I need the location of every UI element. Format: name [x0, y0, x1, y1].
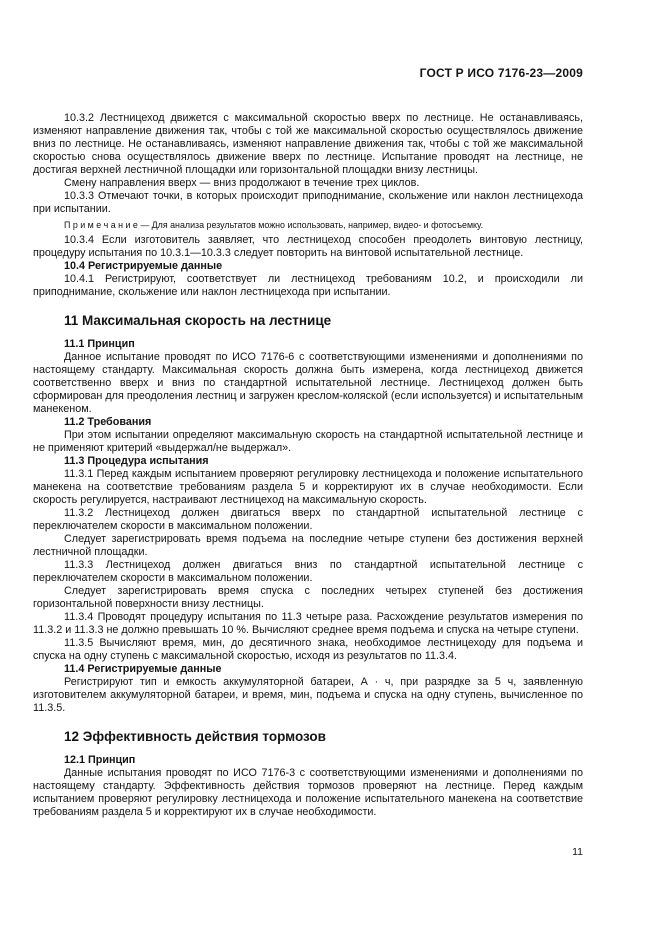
paragraph: Следует зарегистрировать время спуска с последних четырех ступеней без достижения горизонтальной поверхности внизу лестницы.: [33, 585, 583, 610]
paragraph: 10.3.2 Лестницеход движется с максимальной скоростью вверх по лестнице. Не останавливаясь, изменяют направление движения так, чтобы с той же максимальной скоростью осуществлялось движение вниз по лестнице. Не останавливаясь, изменяют направление движения так, чтобы с той же максимальной скоростью снова осуществлялось движение вверх по лестнице. Испытание проводят на лестнице, не достигая верхней лестничной площадки или горизонтальной площадки внизу лестницы.: [33, 112, 583, 176]
note: П р и м е ч а н и е — Для анализа результатов можно использовать, например, видео- и фотосъемку.: [64, 220, 484, 230]
subsection-heading: 11.3 Процедура испытания: [64, 455, 209, 467]
subsection-heading: 11.1 Принцип: [64, 338, 135, 350]
subsection-heading: 10.4 Регистрируемые данные: [64, 260, 223, 272]
subsection-heading: 12.1 Принцип: [64, 754, 136, 766]
subsection-heading: 11.2 Требования: [64, 416, 152, 428]
paragraph: 11.3.3 Лестницеход должен двигаться вниз по стандартной испытательной лестнице с переключателем скорости в максимальном положении.: [33, 559, 583, 584]
paragraph: 11.3.4 Проводят процедуру испытания по 11.3 четыре раза. Расхождение результатов измерения по 11.3.2 и 11.3.3 не должно превышать 10 %. Вычисляют среднее время подъема и спуска на четыре ступени.: [33, 611, 583, 636]
subsection-heading: 11.4 Регистрируемые данные: [64, 663, 222, 675]
running-head-standard-designation: ГОСТ Р ИСО 7176-23—2009: [419, 66, 583, 80]
paragraph: Следует зарегистрировать время подъема на последние четыре ступени без достижения верхней лестничной площадки.: [33, 533, 583, 558]
paragraph: 10.3.4 Если изготовитель заявляет, что лестницеход способен преодолеть винтовую лестницу, процедуру испытания по 10.3.1—10.3.3 следует повторить на винтовой испытательной лестнице.: [33, 234, 583, 259]
paragraph: 10.3.3 Отмечают точки, в которых происходит приподнимание, скольжение или наклон лестницехода при испытании.: [33, 190, 583, 215]
paragraph: Данное испытание проводят по ИСО 7176-6 с соответствующими изменениями и дополнениями по настоящему стандарту. Максимальная скорость должна быть измерена, когда лестницеход движется соответственно вверх и вниз по стандартной испытательной лестнице. Лестницеход должен быть сформирован для преодоления лестниц и загружен креслом-коляской (если используется) и испытательным манекеном.: [33, 351, 583, 415]
document-body: [33, 112, 583, 819]
paragraph: Регистрируют тип и емкость аккумуляторной батареи, А · ч, при разрядке за 5 ч, заявленную изготовителем аккумуляторной батареи, и время, мин, подъема и спуска на одну ступень, вычисленное по 11.3.5.: [33, 676, 583, 714]
page-number: 11: [572, 846, 583, 858]
paragraph: Смену направления вверх — вниз продолжают в течение трех циклов.: [64, 177, 420, 189]
paragraph: Данные испытания проводят по ИСО 7176-3 с соответствующими изменениями и дополнениями по настоящему стандарту. Эффективность действия тормозов проверяют на лестнице. Перед каждым испытанием проверяют регулировку лестницехода и положение испытательного манекена на соответствие требованиям раздела 5 и корректируют их в случае необходимости.: [33, 767, 583, 818]
paragraph: 11.3.2 Лестницеход должен двигаться вверх по стандартной испытательной лестнице с переключателем скорости в максимальном положении.: [33, 507, 583, 532]
section-heading: 12 Эффективность действия тормозов: [64, 729, 326, 744]
section-heading: 11 Максимальная скорость на лестнице: [64, 313, 332, 328]
paragraph: 11.3.1 Перед каждым испытанием проверяют регулировку лестницехода и положение испытательного манекена на соответствие требованиям раздела 5 и корректируют их в случае необходимости. Если скорость регулируется, настраивают лестницеход на максимальную скорость.: [33, 468, 583, 506]
paragraph: При этом испытании определяют максимальную скорость на стандартной испытательной лестнице и не применяют критерий «выдержал/не выдержал».: [33, 429, 583, 454]
paragraph: 10.4.1 Регистрируют, соответствует ли лестницеход требованиям 10.2, и происходили ли приподнимание, скольжение или наклон лестницехода при испытании.: [33, 273, 583, 298]
paragraph: 11.3.5 Вычисляют время, мин, до десятичного знака, необходимое лестницеходу для подъема и спуска на одну ступень с максимальной скоростью, исходя из результатов по 11.3.4.: [33, 637, 583, 662]
